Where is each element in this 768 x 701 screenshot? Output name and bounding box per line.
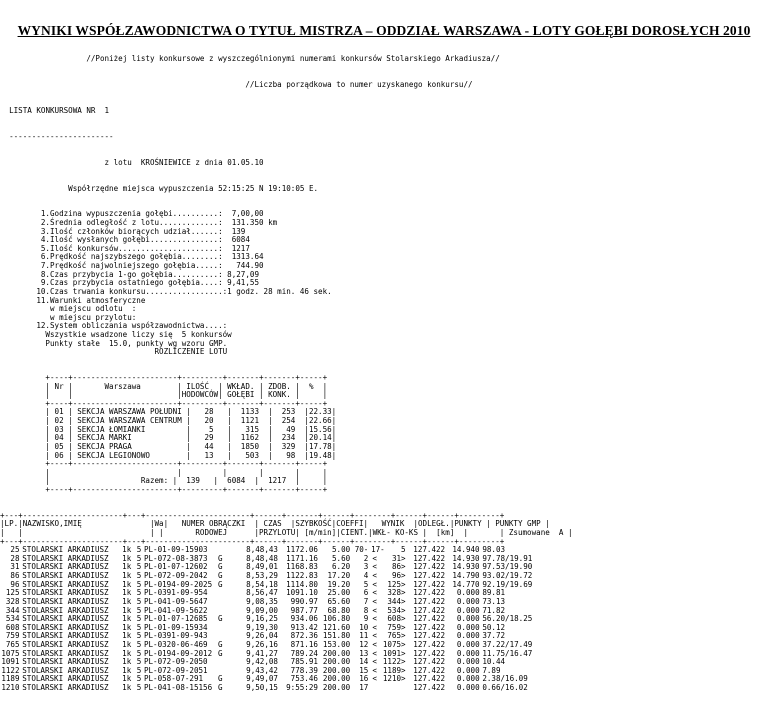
- table-cell: <: [372, 562, 377, 572]
- table-cell: 71.82: [482, 605, 506, 615]
- stat-line: w miejscu przylotu:: [0, 312, 137, 322]
- table-cell: 5.60: [332, 553, 351, 563]
- table-cell: 25: [1, 545, 20, 555]
- table-cell: 1122.83: [286, 571, 318, 581]
- table-cell: 19.20: [327, 579, 351, 589]
- table-cell: 5: [136, 562, 142, 572]
- table-cell: 11: [359, 631, 369, 641]
- table-cell: <: [372, 657, 377, 667]
- table-cell: 97.78/19.91: [482, 553, 533, 563]
- table-cell: 9,26,16: [246, 639, 278, 649]
- table-cell: 759: [1, 631, 20, 641]
- table-cell: 1k: [122, 674, 132, 684]
- table-cell: 0.000: [456, 674, 480, 684]
- table-cell: 5: [136, 631, 142, 641]
- table-cell: 31: [1, 562, 20, 572]
- table-cell: <: [372, 648, 377, 658]
- table-cell: 37.22/17.49: [482, 639, 533, 649]
- stat-line: 5.Ilość konkursów......................: 1217: [0, 243, 250, 253]
- table-cell: 68.80: [327, 605, 351, 615]
- table-cell: 9,26,04: [246, 631, 278, 641]
- table-cell: 1k: [122, 605, 132, 615]
- table-cell: 127.422: [413, 639, 446, 649]
- table-cell: 534: [1, 614, 20, 624]
- table-cell: 1122>: [382, 657, 406, 667]
- table-cell: 1k: [122, 665, 132, 675]
- table-cell: 127.422: [413, 588, 446, 598]
- table-cell: 8,56,47: [246, 588, 278, 598]
- table-cell: 759>: [387, 622, 406, 632]
- table-cell: 127.422: [413, 657, 446, 667]
- table-cell: 127.422: [413, 631, 446, 641]
- section-row: | 04 | SEKCJA MARKI | 29 | 1162 | 234 |20.14|: [0, 433, 337, 443]
- table-cell: 1k: [122, 571, 132, 581]
- table-cell: PL-0194-09-2025: [143, 579, 213, 589]
- table-cell: 121.60: [322, 622, 351, 632]
- list-underline: -----------------------: [9, 131, 114, 141]
- table-cell: 7.89: [482, 665, 501, 675]
- stat-line: Punkty stałe 15.0, punkty wg wzoru GMP.: [0, 338, 228, 348]
- table-cell: 1172.06: [286, 545, 318, 555]
- table-cell: 6: [363, 588, 369, 598]
- table-cell: 8,49,01: [246, 562, 278, 572]
- table-cell: 97.53/19.90: [482, 562, 533, 572]
- table-cell: 1210>: [382, 674, 406, 684]
- table-cell: 1168.83: [286, 562, 318, 572]
- table-cell: 344>: [387, 596, 406, 606]
- table-cell: 151.80: [322, 631, 351, 641]
- table-cell: 0.000: [456, 639, 480, 649]
- table-cell: <: [372, 674, 377, 684]
- table-cell: 12: [359, 639, 369, 649]
- table-cell: 0.66/16.02: [482, 682, 528, 692]
- table-cell: 9,08,35: [246, 596, 278, 606]
- flight-stats: [0, 210, 573, 356]
- table-cell: 608: [1, 622, 20, 632]
- table-cell: 89.81: [482, 588, 506, 598]
- stat-line: 10.Czas trwania konkursu.................:1 godz. 28 min. 46 sek.: [0, 286, 332, 296]
- table-cell: 1k: [122, 588, 132, 598]
- table-cell: 1171.16: [286, 553, 318, 563]
- stat-line: 6.Prędkość najszybszego gołębia........: 1313.64: [0, 252, 264, 262]
- table-cell: 871.16: [290, 639, 318, 649]
- table-cell: 1122: [1, 665, 20, 675]
- table-cell: 1k: [122, 631, 132, 641]
- table-cell: 9,50,15: [246, 682, 278, 692]
- table-cell: 0.000: [456, 648, 480, 658]
- stat-line: 12.System obliczania współzawodnictwa....:: [0, 321, 228, 331]
- table-cell: 1075>: [382, 639, 406, 649]
- table-cell: PL-0391-09-954: [143, 588, 208, 598]
- table-cell: G: [218, 579, 223, 589]
- table-cell: 1k: [122, 657, 132, 667]
- table-cell: 872.36: [290, 631, 318, 641]
- table-cell: <: [372, 579, 377, 589]
- table-cell: 1k: [122, 614, 132, 624]
- table-cell: 0.000: [456, 665, 480, 675]
- section-row: | 01 | SEKCJA WARSZAWA POŁUDNI | 28 | 1133 | 253 |22.33|: [0, 407, 337, 417]
- table-cell: 5: [136, 596, 142, 606]
- table-cell: 5: [401, 545, 406, 555]
- table-cell: G: [218, 682, 223, 692]
- document-title: WYNIKI WSPÓŁZAWODNICTWA O TYTUŁ MISTRZA – ODDZIAŁ WARSZAWA - LOTY GOŁĘBI DOROSŁYCH 2010: [17, 23, 751, 38]
- table-total: | Razem: | 139 | 6084 | 1217 | |: [0, 476, 328, 486]
- table-cell: 2.38/16.09: [482, 674, 528, 684]
- results-rule: +---+----------------------+---+-----------------------+------+-------+------+--------+------+------+---------+: [0, 510, 505, 520]
- table-cell: 765>: [387, 631, 406, 641]
- table-cell: 127.422: [413, 579, 446, 589]
- table-cell: G: [218, 639, 223, 649]
- subtitle-line: [0, 55, 573, 64]
- table-cell: STOLARSKI ARKADIUSZ: [22, 657, 109, 667]
- table-cell: 200.00: [322, 682, 351, 692]
- table-cell: 5: [136, 682, 142, 692]
- table-cell: STOLARSKI ARKADIUSZ: [22, 682, 109, 692]
- table-cell: 17: [359, 682, 369, 692]
- table-cell: 1091: [1, 657, 20, 667]
- table-cell: 200.00: [322, 665, 351, 675]
- stat-line: Wszystkie wsadzone liczy się 5 konkursów: [0, 329, 232, 339]
- table-cell: 14.940: [452, 545, 480, 555]
- table-cell: 1k: [122, 622, 132, 632]
- stat-line: 2.Średnia odległość z lotu.............: 131.350 km: [0, 218, 278, 228]
- table-cell: G: [218, 674, 223, 684]
- table-cell: 0.000: [456, 622, 480, 632]
- table-cell: 127.422: [413, 622, 446, 632]
- table-cell: 127.422: [413, 665, 446, 675]
- table-cell: 127.422: [413, 674, 446, 684]
- table-cell: 9,41,27: [246, 648, 278, 658]
- table-cell: 5: [136, 665, 142, 675]
- table-cell: 534>: [387, 605, 406, 615]
- table-cell: 10: [359, 622, 369, 632]
- table-cell: 5.00: [332, 545, 351, 555]
- table-cell: G: [218, 571, 223, 581]
- table-cell: 127.422: [413, 614, 446, 624]
- table-cell: 127.422: [413, 562, 446, 572]
- table-cell: 1k: [122, 562, 132, 572]
- table-cell: 328>: [387, 588, 406, 598]
- table-cell: 1k: [122, 682, 132, 692]
- results-head: |LP.|NAZWISKO,IMIĘ |Wa| NUMER OBRĄCZKI | CZAS |SZYBKOŚĆ|COEFFI| WYNIK |ODLEGŁ.|PUNKTY | PUNKTY GMP |: [0, 519, 550, 529]
- section-row: | 06 | SEKCJA LEGIONOWO | 13 | 503 | 98 |19.48|: [0, 450, 337, 460]
- table-cell: 14.930: [452, 553, 480, 563]
- table-cell: 5: [136, 605, 142, 615]
- table-cell: 127.422: [413, 605, 446, 615]
- table-cell: 9,43,42: [246, 665, 278, 675]
- table-cell: 15: [359, 665, 369, 675]
- table-cell: STOLARSKI ARKADIUSZ: [22, 631, 109, 641]
- table-cell: PL-01-09-15934: [143, 622, 208, 632]
- table-row: [0, 684, 573, 693]
- table-cell: 200.00: [322, 674, 351, 684]
- table-cell: PL-041-08-15156: [143, 682, 213, 692]
- table-cell: PL-041-09-5622: [143, 605, 208, 615]
- table-cell: PL-072-09-2051: [143, 665, 208, 675]
- table-cell: G: [218, 648, 223, 658]
- table-cell: 14: [359, 657, 369, 667]
- stat-line: 3.Ilość członków biorących udział......: 139: [0, 226, 246, 236]
- table-cell: 9,49,07: [246, 674, 278, 684]
- table-cell: <: [372, 605, 377, 615]
- table-cell: 1114.80: [286, 579, 318, 589]
- table-cell: 913.42: [290, 622, 318, 632]
- table-cell: STOLARSKI ARKADIUSZ: [22, 579, 109, 589]
- stat-line: 7.Prędkość najwolniejszego gołębia.....: 744.90: [0, 261, 264, 271]
- table-cell: 127.422: [413, 596, 446, 606]
- table-cell: PL-0194-09-2012: [143, 648, 213, 658]
- report-body: [0, 38, 573, 701]
- table-cell: 50.12: [482, 622, 506, 632]
- table-cell: 5: [136, 571, 142, 581]
- table-cell: 6.20: [332, 562, 351, 572]
- table-cell: 5: [136, 579, 142, 589]
- table-cell: STOLARSKI ARKADIUSZ: [22, 605, 109, 615]
- flight-line: z lotu KROŚNIEWICE z dnia 01.05.10: [104, 157, 264, 167]
- table-cell: 56.20/18.25: [482, 614, 533, 624]
- table-cell: 31>: [391, 553, 406, 563]
- table-cell: 4: [363, 571, 369, 581]
- table-cell: 5: [136, 588, 142, 598]
- table-rule: +----+-----------------------+---------+-------+-------+-----+: [0, 484, 328, 494]
- table-cell: 10.44: [482, 657, 506, 667]
- table-cell: 200.00: [322, 648, 351, 658]
- table-cell: 9,16,25: [246, 614, 278, 624]
- table-cell: 93.02/19.72: [482, 571, 533, 581]
- table-cell: STOLARSKI ARKADIUSZ: [22, 614, 109, 624]
- table-cell: 8,48,43: [246, 545, 278, 555]
- table-cell: STOLARSKI ARKADIUSZ: [22, 562, 109, 572]
- table-cell: 765: [1, 639, 20, 649]
- table-cell: 1075: [1, 648, 20, 658]
- table-cell: 13: [359, 648, 369, 658]
- table-cell: PL-072-09-2050: [143, 657, 208, 667]
- table-cell: 96: [1, 579, 20, 589]
- table-cell: 14.930: [452, 562, 480, 572]
- table-cell: 14.770: [452, 579, 480, 589]
- table-cell: PL-01-07-12685: [143, 614, 208, 624]
- table-cell: 1k: [122, 545, 132, 555]
- table-cell: 17-: [371, 545, 385, 555]
- table-cell: 0.000: [456, 596, 480, 606]
- table-cell: <: [372, 631, 377, 641]
- table-cell: 2: [363, 553, 369, 563]
- table-cell: 8: [363, 605, 369, 615]
- subtitle-2: //Liczba porządkowa to numer uzyskanego konkursu//: [245, 80, 473, 90]
- table-cell: STOLARSKI ARKADIUSZ: [22, 639, 109, 649]
- table-cell: 778.39: [290, 665, 318, 675]
- coords-line: Współrzędne miejsca wypuszczenia 52:15:25 N 19:10:05 E.: [68, 183, 319, 193]
- table-cell: 608>: [387, 614, 406, 624]
- table-cell: STOLARSKI ARKADIUSZ: [22, 571, 109, 581]
- table-cell: 9:55:29: [286, 682, 318, 692]
- table-cell: 127.422: [413, 682, 446, 692]
- table-cell: G: [218, 614, 223, 624]
- results-rule: +---+----------------------+---+-----------------------+------+-------+------+--------+------+------+---------+: [0, 536, 505, 546]
- table-head: | Nr | Warszawa | ILOŚĆ | WKŁAD. | ZDOB. | % |: [0, 381, 328, 391]
- table-cell: 0.000: [456, 682, 480, 692]
- table-cell: 8,54,18: [246, 579, 278, 589]
- table-cell: 8,53,29: [246, 571, 278, 581]
- table-cell: PL-072-09-2042: [143, 571, 208, 581]
- table-cell: 5: [136, 614, 142, 624]
- table-cell: STOLARSKI ARKADIUSZ: [22, 596, 109, 606]
- table-cell: STOLARSKI ARKADIUSZ: [22, 665, 109, 675]
- table-rule: +----+-----------------------+---------+-------+-------+-----+: [0, 373, 328, 383]
- table-blank: | | | | | |: [0, 467, 328, 477]
- table-cell: 5: [136, 674, 142, 684]
- table-cell: 1189: [1, 674, 20, 684]
- table-cell: 25.00: [327, 588, 351, 598]
- table-cell: 1189>: [382, 665, 406, 675]
- list-header: LISTA KONKURSOWA NR 1: [9, 105, 110, 115]
- table-cell: 987.77: [290, 605, 318, 615]
- table-cell: 86: [1, 571, 20, 581]
- table-cell: 5: [136, 657, 142, 667]
- table-cell: 1k: [122, 579, 132, 589]
- table-cell: 3: [363, 562, 369, 572]
- table-cell: 0.000: [456, 614, 480, 624]
- section-row: | 02 | SEKCJA WARSZAWA CENTRUM | 20 | 1121 | 254 |22.66|: [0, 416, 337, 426]
- table-cell: 17.20: [327, 571, 351, 581]
- stat-line: 4.Ilość wysłanych gołębi...............: 6084: [0, 235, 250, 245]
- subtitle-1: //Poniżej listy konkursowe z wyszczególnionymi numerami konkursów Stolarskiego Arkadiusza//: [86, 54, 500, 64]
- table-cell: <: [372, 622, 377, 632]
- table-cell: 344: [1, 605, 20, 615]
- table-cell: 127.422: [413, 545, 446, 555]
- table-cell: 127.422: [413, 571, 446, 581]
- results-head: | | | | RODOWEJ |PRZYLOTU| [m/min]|CIENT.|WKŁ- KO-KS | [km] | | Zsumowane A |: [0, 528, 573, 538]
- table-cell: 200.00: [322, 657, 351, 667]
- results-table: [0, 512, 573, 693]
- table-cell: STOLARSKI ARKADIUSZ: [22, 622, 109, 632]
- stat-line: w miejscu odlotu :: [0, 304, 137, 314]
- table-cell: PL-072-08-3873: [143, 553, 208, 563]
- table-cell: 0.000: [456, 631, 480, 641]
- table-cell: 328: [1, 596, 20, 606]
- table-cell: 73.13: [482, 596, 506, 606]
- table-cell: PL-01-09-15903: [143, 545, 208, 555]
- table-cell: G: [218, 562, 223, 572]
- table-cell: 9: [363, 614, 369, 624]
- table-cell: 5: [136, 622, 142, 632]
- stat-line: 8.Czas przybycia 1-go gołębia..........: 8,27,09: [0, 269, 259, 279]
- table-cell: <: [372, 588, 377, 598]
- table-cell: 753.46: [290, 674, 318, 684]
- table-cell: 9,42,08: [246, 657, 278, 667]
- table-cell: 5: [136, 639, 142, 649]
- table-cell: 28: [1, 553, 20, 563]
- table-cell: 96>: [391, 571, 406, 581]
- table-cell: 106.80: [322, 614, 351, 624]
- table-cell: G: [218, 553, 223, 563]
- table-cell: 1210: [1, 682, 20, 692]
- table-cell: 65.60: [327, 596, 351, 606]
- table-cell: 1k: [122, 639, 132, 649]
- table-cell: STOLARSKI ARKADIUSZ: [22, 674, 109, 684]
- stat-line: 9.Czas przybycia ostatniego gołębia....: 9,41,55: [0, 278, 259, 288]
- table-cell: 1091>: [382, 648, 406, 658]
- table-cell: 16: [359, 674, 369, 684]
- table-cell: 127.422: [413, 553, 446, 563]
- section-row: | 05 | SEKCJA PRAGA | 44 | 1850 | 329 |17.78|: [0, 441, 337, 451]
- table-cell: PL-058-07-291: [143, 674, 204, 684]
- table-cell: 0.000: [456, 657, 480, 667]
- table-cell: 5: [136, 553, 142, 563]
- table-cell: <: [372, 614, 377, 624]
- table-cell: 153.00: [322, 639, 351, 649]
- stat-line: 1.Godzina wypuszczenia gołębi..........: 7,00,00: [0, 209, 264, 219]
- table-cell: 86>: [391, 562, 406, 572]
- table-cell: <: [372, 639, 377, 649]
- table-cell: 1091.10: [286, 588, 318, 598]
- table-cell: 70-: [354, 545, 369, 555]
- stat-line: ROZLICZENIE LOTU: [0, 347, 228, 357]
- stat-line: 11.Warunki atmosferyczne: [0, 295, 146, 305]
- table-cell: 5: [363, 579, 369, 589]
- table-cell: 5: [136, 545, 142, 555]
- section-summary-table: [0, 374, 573, 495]
- table-cell: PL-01-07-12602: [143, 562, 208, 572]
- table-cell: 125: [1, 588, 20, 598]
- table-cell: 9,09,00: [246, 605, 278, 615]
- table-cell: 98.03: [482, 545, 506, 555]
- table-cell: <: [372, 571, 377, 581]
- table-cell: <: [372, 665, 377, 675]
- table-cell: 1k: [122, 553, 132, 563]
- table-cell: 125>: [387, 579, 406, 589]
- table-cell: 8,48,48: [246, 553, 278, 563]
- subtitle-line: [0, 81, 573, 90]
- table-cell: 9,19,30: [246, 622, 278, 632]
- table-rule: +----+-----------------------+---------+-------+-------+-----+: [0, 398, 328, 408]
- table-cell: 7: [363, 596, 369, 606]
- table-cell: 14.790: [452, 571, 480, 581]
- table-cell: 37.72: [482, 631, 506, 641]
- table-cell: 990.97: [290, 596, 318, 606]
- section-row: | 03 | SEKCJA ŁOMIANKI | 5 | 315 | 49 |15.56|: [0, 424, 337, 434]
- table-cell: 5: [136, 648, 142, 658]
- table-cell: 0.000: [456, 588, 480, 598]
- table-cell: PL-0391-09-943: [143, 631, 208, 641]
- table-cell: 934.06: [290, 614, 318, 624]
- table-cell: 127.422: [413, 648, 446, 658]
- table-cell: PL-041-09-5647: [143, 596, 208, 606]
- table-rule: +----+-----------------------+---------+-------+-------+-----+: [0, 459, 328, 469]
- table-cell: 1k: [122, 648, 132, 658]
- table-cell: <: [372, 596, 377, 606]
- table-cell: PL-0320-06-469: [143, 639, 208, 649]
- table-cell: STOLARSKI ARKADIUSZ: [22, 545, 109, 555]
- table-cell: 0.000: [456, 605, 480, 615]
- table-cell: 1k: [122, 596, 132, 606]
- table-cell: STOLARSKI ARKADIUSZ: [22, 588, 109, 598]
- table-cell: STOLARSKI ARKADIUSZ: [22, 553, 109, 563]
- table-cell: STOLARSKI ARKADIUSZ: [22, 648, 109, 658]
- table-cell: 785.91: [290, 657, 318, 667]
- table-cell: 11.75/16.47: [482, 648, 533, 658]
- table-cell: 92.19/19.69: [482, 579, 533, 589]
- table-cell: 789.24: [290, 648, 318, 658]
- table-head: | | |HODOWCÓW| GOŁĘBI | KONK. | |: [0, 390, 328, 400]
- table-cell: <: [372, 553, 377, 563]
